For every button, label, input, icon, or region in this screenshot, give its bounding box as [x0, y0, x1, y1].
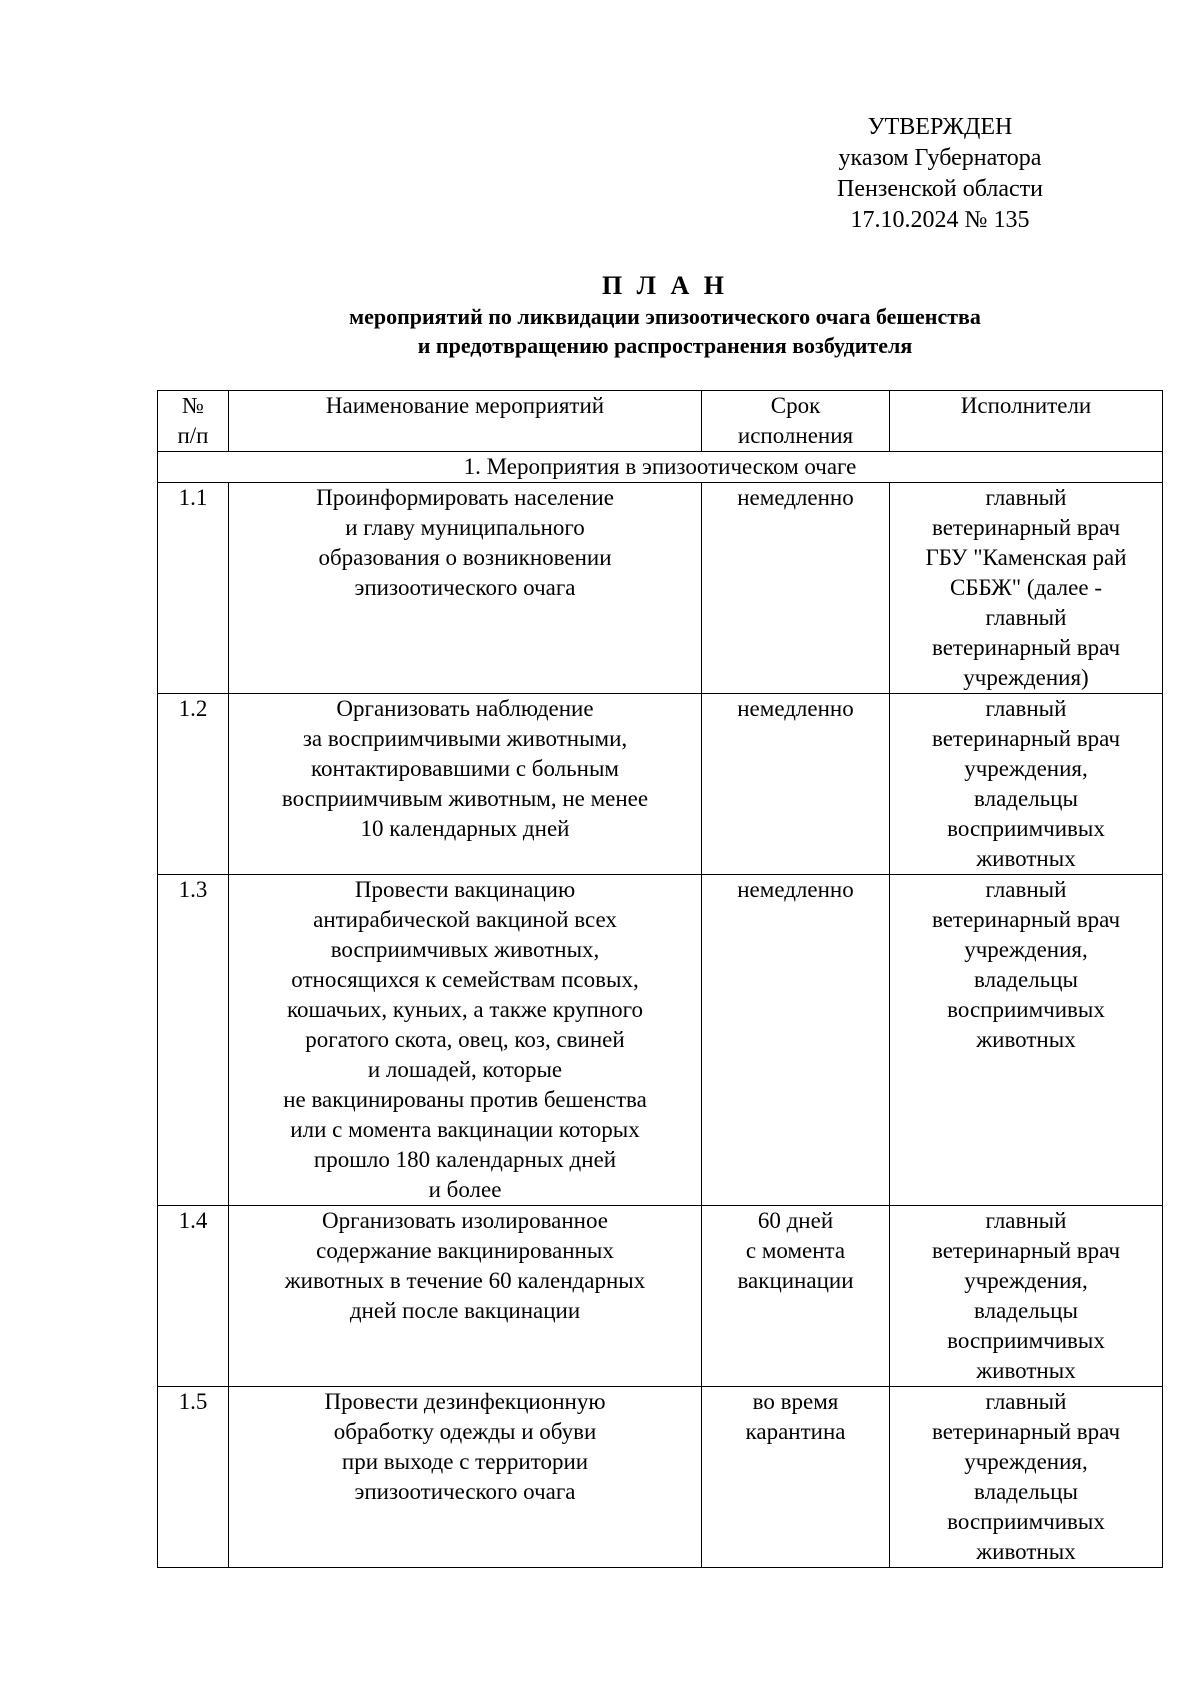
row-activity-line: не вакцинированы против бешенства: [283, 1087, 647, 1112]
row-term: [702, 1387, 890, 1568]
row-term-line: с момента: [745, 1238, 846, 1263]
section-title: 1. Мероприятия в эпизоотическом очаге: [158, 452, 1163, 483]
row-activity-line: прошло 180 календарных дней: [313, 1147, 617, 1172]
row-term-line: немедленно: [737, 696, 854, 721]
row-activity-line: образования о возникновении: [318, 545, 612, 570]
row-executors-line: учреждения,: [964, 1449, 1088, 1474]
header-executors: Исполнители: [890, 391, 1163, 452]
row-executors-line: главный: [985, 1389, 1067, 1414]
row-term-line: во время: [752, 1389, 839, 1414]
approval-line: УТВЕРЖДЕН: [867, 114, 1013, 140]
row-executors: [890, 875, 1163, 1206]
row-activity-line: и более: [428, 1177, 502, 1202]
row-executors-line: владельцы: [974, 786, 1078, 811]
row-term: [702, 483, 890, 694]
row-executors-line: животных: [976, 1539, 1076, 1564]
header-num: № п/п: [158, 391, 229, 452]
row-executors-line: животных: [976, 1358, 1076, 1383]
row-activity-line: и главу муниципального: [345, 515, 585, 540]
row-activity-line: Провести вакцинацию: [354, 877, 576, 902]
row-activity-line: Организовать изолированное: [322, 1208, 608, 1233]
row-executors-line: учреждения,: [964, 1268, 1088, 1293]
row-executors-line: ГБУ "Каменская рай: [925, 545, 1127, 570]
table-row: [158, 1387, 1163, 1568]
row-activity-line: дней после вакцинации: [349, 1298, 581, 1323]
approval-line: 17.10.2024 № 135: [850, 207, 1030, 233]
row-executors-line: главный: [985, 1208, 1067, 1233]
row-num: 1.2: [158, 694, 229, 875]
approval-line: Пензенской области: [837, 176, 1043, 202]
row-term: [702, 875, 890, 1206]
row-executors-line: владельцы: [974, 1298, 1078, 1323]
row-activity-line: Проинформировать население: [316, 485, 614, 510]
approval-stamp: [810, 112, 1070, 236]
row-activity-line: при выходе с территории: [341, 1449, 589, 1474]
row-executors-line: восприимчивых: [947, 1509, 1105, 1534]
row-activity-line: Провести дезинфекционную: [324, 1389, 606, 1414]
table-header-row: [158, 391, 1163, 452]
row-activity-line: Организовать наблюдение: [336, 696, 594, 721]
row-activity-line: животных в течение 60 календарных: [284, 1268, 646, 1293]
row-activity-line: обработку одежды и обуви: [333, 1419, 597, 1444]
row-term-line: карантина: [745, 1419, 846, 1444]
row-activity-line: восприимчивых животных,: [330, 937, 600, 962]
row-executors-line: владельцы: [974, 1479, 1078, 1504]
row-executors-line: ветеринарный врач: [931, 1238, 1121, 1263]
row-activity: [229, 694, 702, 875]
row-activity-line: за восприимчивыми животными,: [302, 726, 628, 751]
row-executors-line: учреждения,: [964, 937, 1088, 962]
row-term-line: немедленно: [737, 877, 854, 902]
row-executors-line: животных: [976, 1027, 1076, 1052]
row-executors-line: животных: [976, 846, 1076, 871]
row-executors-line: восприимчивых: [947, 1328, 1105, 1353]
row-term: [702, 1206, 890, 1387]
row-activity: [229, 483, 702, 694]
row-activity-line: эпизоотического очага: [354, 1479, 576, 1504]
row-num: 1.3: [158, 875, 229, 1206]
row-activity-line: кошачьих, куньих, а также крупного: [287, 997, 643, 1022]
row-activity-line: рогатого скота, овец, коз, свиней: [305, 1027, 625, 1052]
row-term: [702, 694, 890, 875]
table-row: [158, 875, 1163, 1206]
row-term-line: 60 дней: [757, 1208, 834, 1233]
row-executors: [890, 1387, 1163, 1568]
row-activity-line: относящихся к семействам псовых,: [291, 967, 639, 992]
row-activity-line: или с момента вакцинации которых: [290, 1117, 640, 1142]
row-executors-line: восприимчивых: [947, 997, 1105, 1022]
row-activity-line: эпизоотического очага: [354, 575, 576, 600]
row-executors-line: ветеринарный врач: [931, 1419, 1121, 1444]
approval-line: указом Губернатора: [838, 145, 1042, 171]
row-executors-line: главный: [985, 605, 1067, 630]
row-activity: [229, 1206, 702, 1387]
row-activity-line: контактировавшими с больным: [311, 756, 619, 781]
plan-title: П Л А Н: [601, 271, 729, 300]
table-row: [158, 1206, 1163, 1387]
row-executors-line: учреждения): [963, 665, 1089, 690]
row-activity-line: и лошадей, которые: [367, 1057, 563, 1082]
plan-subtitle-line-2: и предотвращению распространения возбудителя: [417, 333, 913, 358]
row-activity: [229, 875, 702, 1206]
row-activity-line: содержание вакцинированных: [316, 1238, 614, 1263]
table-row: [158, 483, 1163, 694]
row-executors-line: ветеринарный врач: [931, 907, 1121, 932]
row-executors-line: учреждения,: [964, 756, 1088, 781]
row-executors-line: ветеринарный врач: [931, 726, 1121, 751]
row-executors-line: ветеринарный врач: [931, 515, 1121, 540]
table-row: [158, 694, 1163, 875]
section-row: [158, 452, 1163, 483]
header-term: Срок исполнения: [702, 391, 890, 452]
row-executors-line: владельцы: [974, 967, 1078, 992]
row-executors-line: главный: [985, 877, 1067, 902]
row-term-line: вакцинации: [737, 1268, 854, 1293]
header-name: Наименование мероприятий: [229, 391, 702, 452]
row-executors: [890, 483, 1163, 694]
row-executors-line: восприимчивых: [947, 816, 1105, 841]
row-activity-line: восприимчивым животным, не менее: [281, 786, 649, 811]
row-executors: [890, 694, 1163, 875]
row-executors: [890, 1206, 1163, 1387]
row-executors-line: главный: [985, 696, 1067, 721]
row-executors-line: ветеринарный врач: [931, 635, 1121, 660]
row-activity-line: антирабической вакциной всех: [313, 907, 617, 932]
row-term-line: немедленно: [737, 485, 854, 510]
plan-table: [157, 390, 1163, 1568]
plan-subtitle-line-1: мероприятий по ликвидации эпизоотического очага бешенства: [349, 304, 981, 329]
row-executors-line: главный: [985, 485, 1067, 510]
document-heading: [0, 270, 1200, 360]
row-num: 1.1: [158, 483, 229, 694]
row-activity-line: 10 календарных дней: [360, 816, 570, 841]
row-num: 1.5: [158, 1387, 229, 1568]
row-num: 1.4: [158, 1206, 229, 1387]
row-executors-line: СББЖ" (далее -: [949, 575, 1102, 600]
row-activity: [229, 1387, 702, 1568]
